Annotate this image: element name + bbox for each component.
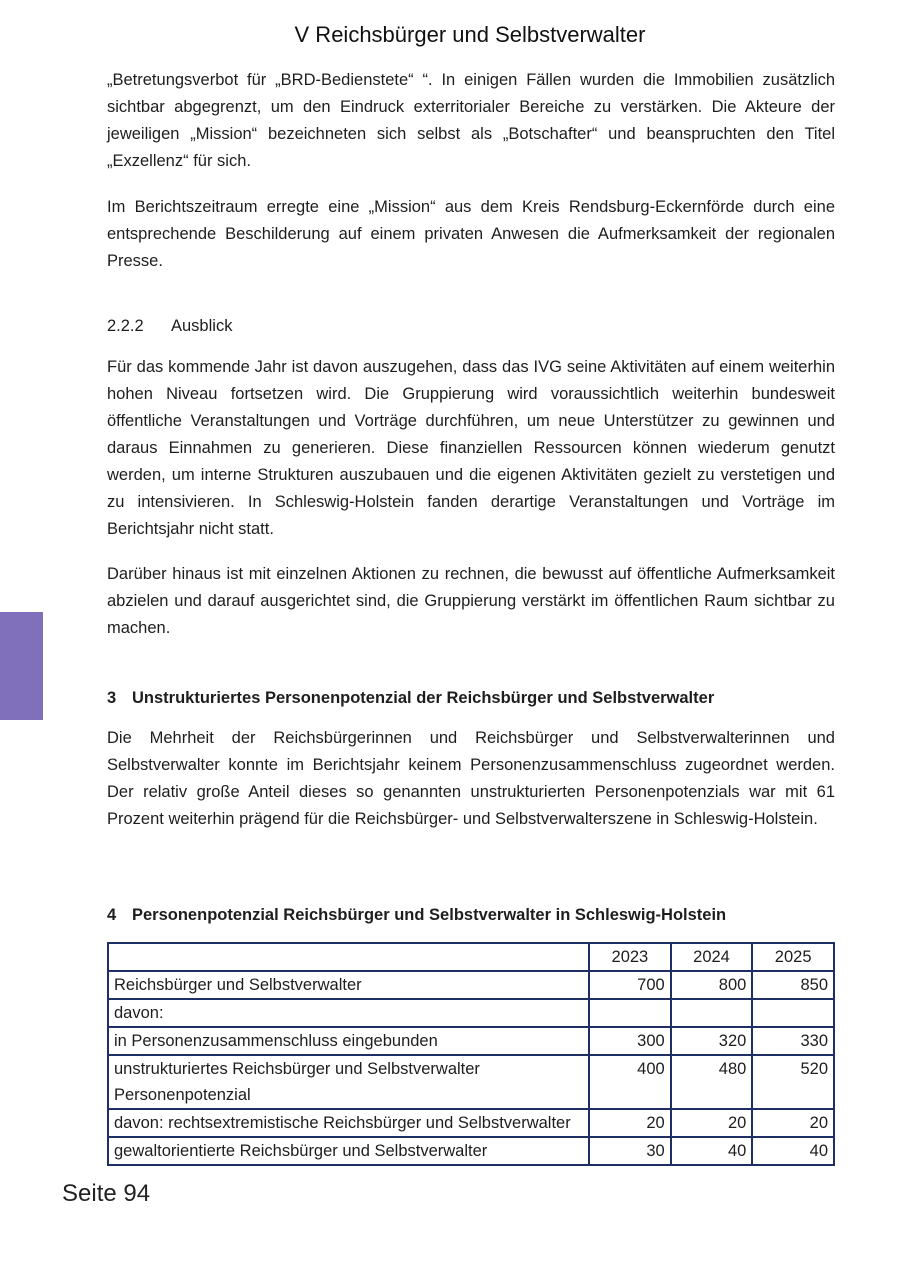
paragraph-3 [107,354,835,543]
row-value: 300 [589,1027,671,1055]
row-value: 520 [752,1055,834,1109]
row-value: 850 [752,971,834,999]
page-number: Seite 94 [62,1180,151,1207]
paragraph-text: Für das kommende Jahr ist davon auszugehen, dass das IVG seine Aktivitäten auf einem weiterhin hohen Niveau fortsetzen wird. Die Gruppierung wird voraussichtlich weiterhin bundesweit öffentliche Veranstaltungen und Vorträge durchführen, um neue Unterstützer zu gewinnen und daraus Einnahmen zu generieren. Diese finanziellen Ressourcen können wiederum genutzt werden, um interne Strukturen auszubauen und die eigenen Aktivitäten gezielt zu verstetigen und zu intensivieren. In Schleswig-Holstein fanden derartige Veranstaltungen und Vorträge im Berichtsjahr nicht statt. [107,358,835,538]
table-row [108,1109,834,1137]
row-value: 20 [589,1109,671,1137]
row-value: 40 [752,1137,834,1165]
table-row [108,1027,834,1055]
section-number: 3 [107,689,117,707]
row-label: Reichsbürger und Selbstverwalter [108,971,589,999]
table-row [108,1055,834,1109]
year-header: 2024 [671,943,753,971]
chapter-color-tab [0,612,43,720]
section-heading-3 [107,685,835,712]
row-value: 330 [752,1027,834,1055]
paragraph-text: Im Berichtszeitraum erregte eine „Mission“ aus dem Kreis Rendsburg-Eckernförde durch eine entsprechende Beschilderung auf einem privaten Anwesen die Aufmerksamkeit der regionalen Presse. [107,198,835,270]
paragraph-4 [107,561,835,642]
row-value: 800 [671,971,753,999]
row-value: 40 [671,1137,753,1165]
section-number: 4 [107,906,117,924]
row-label: davon: rechtsextremistische Reichsbürger und Selbstverwalter [108,1109,589,1137]
section-title: Personenpotenzial Reichsbürger und Selbstverwalter in Schleswig-Holstein [132,906,727,924]
table-row [108,1137,834,1165]
row-value: 20 [752,1109,834,1137]
personenpotenzial-table [107,942,835,1166]
table-row [108,971,834,999]
row-label: in Personenzusammenschluss eingebunden [108,1027,589,1055]
paragraph-text: „Betretungsverbot für „BRD-Bedienstete“ “. In einigen Fällen wurden die Immobilien zusätzlich sichtbar abgegrenzt, um den Eindruck exterritorialer Bereiche zu verstärken. Die Akteure der jeweiligen „Mission“ bezeichneten sich selbst als „Botschafter“ und beanspruchten den Titel „Exzellenz“ für sich. [107,71,835,170]
paragraph-text: Darüber hinaus ist mit einzelnen Aktionen zu rechnen, die bewusst auf öffentliche Aufmerksamkeit abzielen und darauf ausgerichtet sind, die Gruppierung verstärkt im öffentlichen Raum sichtbar zu machen. [107,565,835,637]
paragraph-1 [107,67,835,175]
section-number: 2.2.2 [107,317,144,335]
row-value [671,999,753,1027]
row-label: gewaltorientierte Reichsbürger und Selbstverwalter [108,1137,589,1165]
paragraph-5 [107,725,835,833]
table-row [108,999,834,1027]
row-value: 700 [589,971,671,999]
table-corner-cell [108,943,589,971]
year-header: 2023 [589,943,671,971]
row-value [589,999,671,1027]
row-value: 320 [671,1027,753,1055]
chapter-title: V Reichsbürger und Selbstverwalter [294,22,646,47]
section-title: Ausblick [171,317,233,335]
row-label: unstrukturiertes Reichsbürger und Selbstverwalter Personenpotenzial [108,1055,589,1109]
paragraph-2 [107,194,835,275]
section-title: Unstrukturiertes Personenpotenzial der Reichsbürger und Selbstverwalter [132,689,715,707]
row-value [752,999,834,1027]
paragraph-text: Die Mehrheit der Reichsbürgerinnen und Reichsbürger und Selbstverwalterinnen und Selbstverwalter konnte im Berichtsjahr keinem Personenzusammenschluss zugeordnet werden. Der relativ große Anteil dieses so genannten unstrukturierten Personenpotenzials war mit 61 Prozent weiterhin prägend für die Reichsbürger- und Selbstverwalterszene in Schleswig-Holstein. [107,729,835,828]
row-value: 400 [589,1055,671,1109]
table-header-row [108,943,834,971]
row-value: 30 [589,1137,671,1165]
row-value: 480 [671,1055,753,1109]
row-value: 20 [671,1109,753,1137]
year-header: 2025 [752,943,834,971]
section-heading-2-2-2 [107,313,835,340]
section-heading-4 [107,902,835,929]
row-label: davon: [108,999,589,1027]
